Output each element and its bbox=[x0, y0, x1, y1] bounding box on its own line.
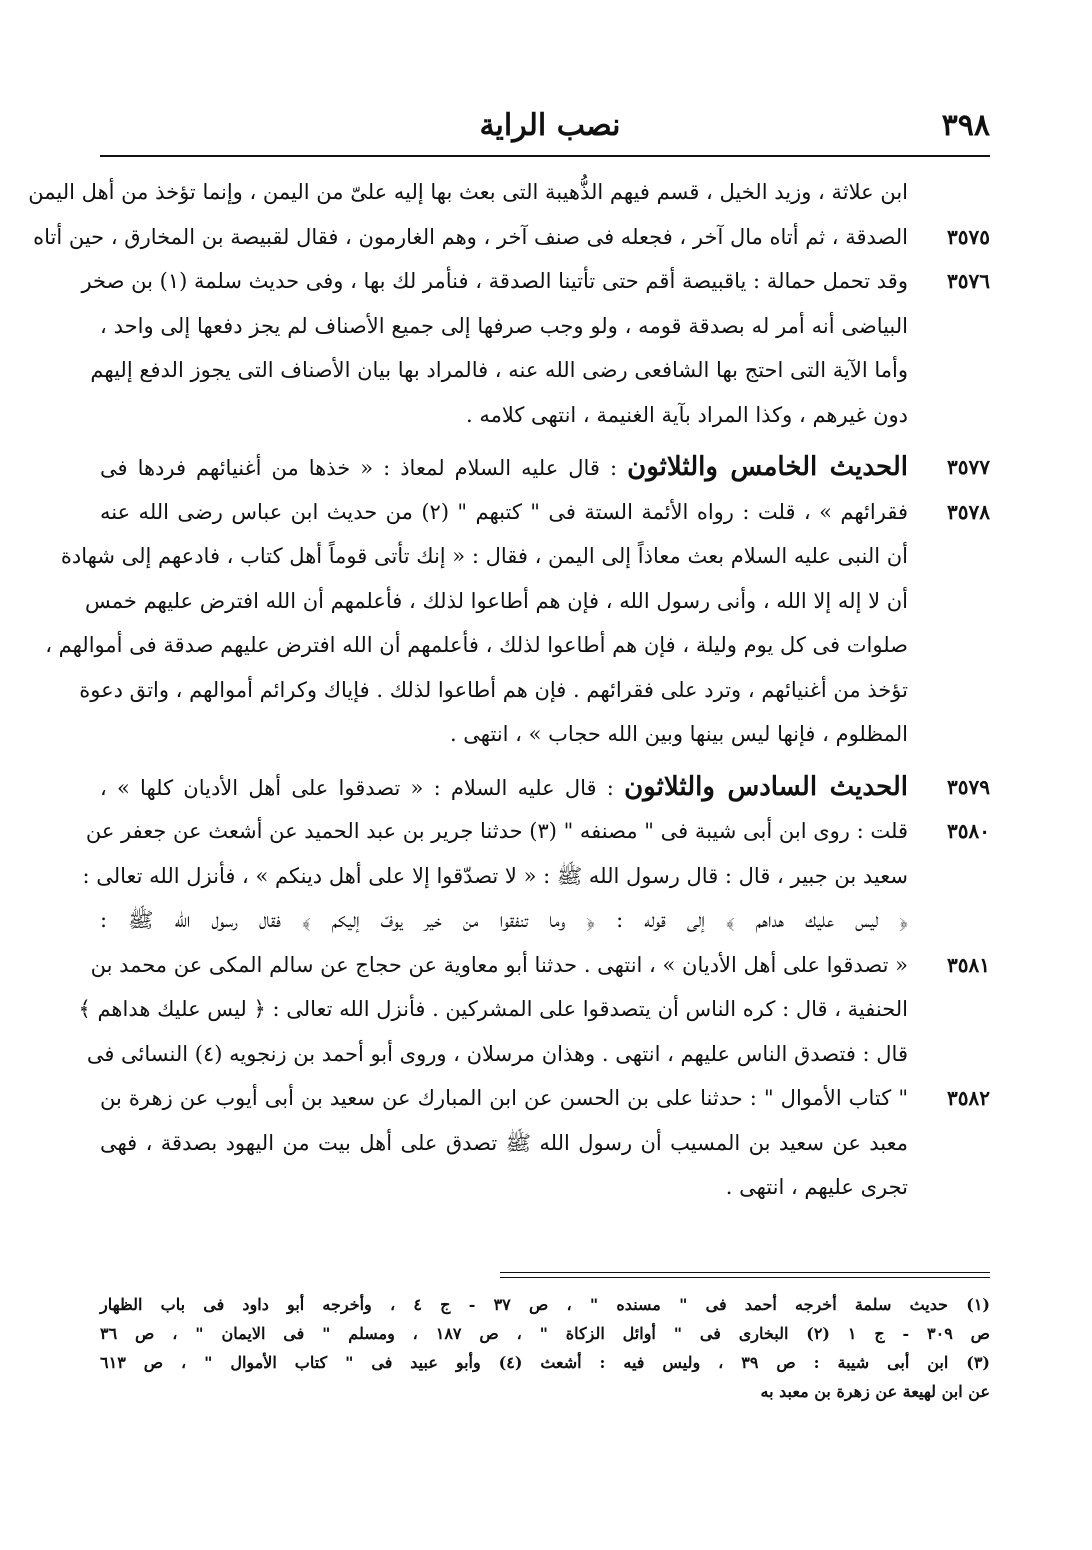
text-line bbox=[33, 215, 990, 260]
text-line bbox=[86, 1032, 990, 1077]
line-text: ابن علاثة ، وزيد الخيل ، قسم فيهم الذُّهيبة التى بعث بها إليه علىّ من اليمن ، وإنما تؤخذ من أهل اليمن bbox=[28, 180, 908, 204]
text-line bbox=[28, 170, 990, 215]
line-number: ٣٥٧٥ bbox=[947, 224, 990, 249]
line-text bbox=[100, 445, 908, 491]
paragraph-gap bbox=[100, 1210, 990, 1218]
running-title: نصب الراية bbox=[479, 108, 621, 143]
line-number: ٣٥٧٨ bbox=[947, 499, 990, 524]
text-line bbox=[100, 490, 990, 535]
text-line bbox=[78, 987, 990, 1032]
line-text: الصدقة ، ثم أتاه مال آخر ، فجعله فى صنف آخر ، وهم الغارمون ، فقال لقبيصة بن المخارق ، حين أتاه bbox=[33, 224, 908, 249]
header-rule bbox=[100, 155, 990, 157]
line-text: " كتاب الأموال " : حدثنا على بن الحسن عن ابن المبارك عن سعيد بن أبى أيوب عن زهرة بن bbox=[100, 1086, 908, 1110]
text-line bbox=[90, 348, 990, 393]
line-text: قلت : روى ابن أبى شيبة فى " مصنفه " (٣) حدثنا جرير بن عبد الحميد عن أشعث عن جعفر عن bbox=[85, 819, 908, 843]
line-number: ٣٥٧٧ bbox=[947, 455, 990, 479]
text-line bbox=[100, 712, 990, 757]
line-text: « تصدقوا على أهل الأديان » ، انتهى . حدثنا أبو معاوية عن حجاج عن سالم المكى عن محمد بن bbox=[90, 952, 908, 977]
line-text: قال : فتصدق الناس عليهم ، انتهى . وهذان مرسلان ، وروى أبو أحمد بن زنجويه (٤) النسائى فى bbox=[86, 1041, 908, 1066]
footnotes bbox=[100, 1290, 990, 1406]
line-text: دون غيرهم ، وكذا المراد بآية الغنيمة ، انتهى كلامه . bbox=[465, 402, 908, 427]
text-line bbox=[100, 1076, 990, 1121]
text-line bbox=[81, 259, 990, 304]
text-line bbox=[60, 534, 990, 579]
line-number: ٣٥٨١ bbox=[947, 952, 990, 977]
text-line bbox=[85, 579, 990, 624]
footnote-line: (٣) ابن أبى شيبة : ص ٣٩ ، وليس فيه : أشعث (٤) وأبو عبيد فى " كتاب الأموال " ، ص ٦١٣ bbox=[100, 1353, 990, 1372]
text-line bbox=[82, 854, 990, 899]
page-header bbox=[110, 100, 990, 150]
text-line bbox=[79, 668, 990, 713]
line-text: صلوات فى كل يوم وليلة ، فإن هم أطاعوا لذلك ، فأعلمهم أن الله افترض عليهم صدقة فى أموالهم ، bbox=[45, 633, 908, 657]
hadith-heading: الحديث السادس والثلاثون bbox=[624, 771, 908, 802]
text-line bbox=[100, 1165, 990, 1210]
footnote-rule-double bbox=[500, 1277, 990, 1278]
section-heading-line bbox=[100, 445, 990, 490]
text-line bbox=[100, 898, 990, 943]
line-text: وأما الآية التى احتج بها الشافعى رضى الله عنه ، فالمراد بها بيان الأصناف التى يجوز الدفع إليهم bbox=[90, 358, 908, 382]
text-line bbox=[100, 393, 990, 438]
line-text: سعيد بن جبير ، قال : قال رسول الله ﷺ : « لا تصدّقوا إلا على أهل دينكم » ، فأنزل الله تعالى : bbox=[82, 863, 908, 888]
line-text bbox=[100, 765, 908, 811]
section-heading-line bbox=[100, 765, 990, 810]
line-number: ٣٥٨٠ bbox=[947, 819, 990, 843]
footnote-line: ص ٣٠٩ - ج ١ (٢) البخارى فى " أوائل الزكاة " ، ص ١٨٧ ، ومسلم " فى الايمان " ، ص ٣٦ bbox=[100, 1324, 991, 1343]
line-number: ٣٥٨٢ bbox=[947, 1086, 990, 1110]
line-text: ﴿ ليس عليك هداهم ﴾ إلى قوله : ﴿ وما تنفقوا من خير يوفّ إليكم ﴾ فقال رسول الله ﷺ : bbox=[100, 908, 908, 932]
line-text: المظلوم ، فإنها ليس بينها وبين الله حجاب » ، انتهى . bbox=[449, 722, 908, 746]
line-text: البياضى أنه أمر له بصدقة قومه ، ولو وجب صرفها إلى جميع الأصناف لم يجز دفعها إلى واحد ، bbox=[100, 313, 908, 338]
paragraph-gap bbox=[100, 757, 990, 765]
text-line bbox=[100, 1121, 990, 1166]
main-text bbox=[28, 170, 990, 1218]
heading-rest: : قال عليه السلام : « تصدقوا على أهل الأديان كلها » ، bbox=[100, 775, 625, 800]
line-text: أن النبى عليه السلام بعث معاذاً إلى اليمن ، فقال : « إنك تأتى قوماً أهل كتاب ، فادعهم إلى شهادة bbox=[60, 544, 908, 568]
footnote-rule bbox=[500, 1272, 990, 1273]
heading-rest: : قال عليه السلام لمعاذ : « خذها من أغنيائهم فردها فى bbox=[100, 456, 628, 480]
footnote-line: (١) حديث سلمة أخرجه أحمد فى " مسنده " ، ص ٣٧ - ج ٤ ، وأخرجه أبو داود فى باب الظهار bbox=[100, 1295, 990, 1314]
text-line bbox=[100, 304, 990, 349]
line-text: فقرائهم » ، قلت : رواه الأئمة الستة فى " كتبهم " (٢) من حديث ابن عباس رضى الله عنه bbox=[100, 499, 908, 524]
line-number: ٣٥٧٦ bbox=[947, 269, 990, 293]
paragraph-gap bbox=[100, 437, 990, 445]
page-number: ٣٩٨ bbox=[941, 108, 990, 143]
line-number: ٣٥٧٩ bbox=[947, 774, 990, 799]
line-text: تجرى عليهم ، انتهى . bbox=[725, 1175, 908, 1199]
line-text: أن لا إله إلا الله ، وأنى رسول الله ، فإن هم أطاعوا لذلك ، فأعلمهم أن الله افترض عليهم خمس bbox=[85, 588, 908, 613]
hadith-heading: الحديث الخامس والثلاثون bbox=[627, 452, 908, 482]
line-text: تؤخذ من أغنيائهم ، وترد على فقرائهم . فإن هم أطاعوا لذلك . فإياك وكرائم أموالهم ، واتق دعوة bbox=[79, 677, 908, 702]
line-text: معبد عن سعيد بن المسيب أن رسول الله ﷺ تصدق على أهل بيت من اليهود بصدقة ، فهى bbox=[100, 1130, 908, 1155]
line-text: الحنفية ، قال : كره الناس أن يتصدقوا على المشركين . فأنزل الله تعالى : ﴿ ليس عليك هداهم ﴾ bbox=[78, 997, 908, 1021]
text-line bbox=[90, 943, 990, 988]
text-line bbox=[85, 809, 990, 854]
line-text: وقد تحمل حمالة : ياقبيصة أقم حتى تأتينا الصدقة ، فنأمر لك بها ، وفى حديث سلمة (١) بن صخر bbox=[81, 269, 908, 293]
text-line bbox=[45, 623, 990, 668]
footnote-line: عن ابن لهيعة عن زهرة بن معبد به bbox=[760, 1382, 990, 1401]
